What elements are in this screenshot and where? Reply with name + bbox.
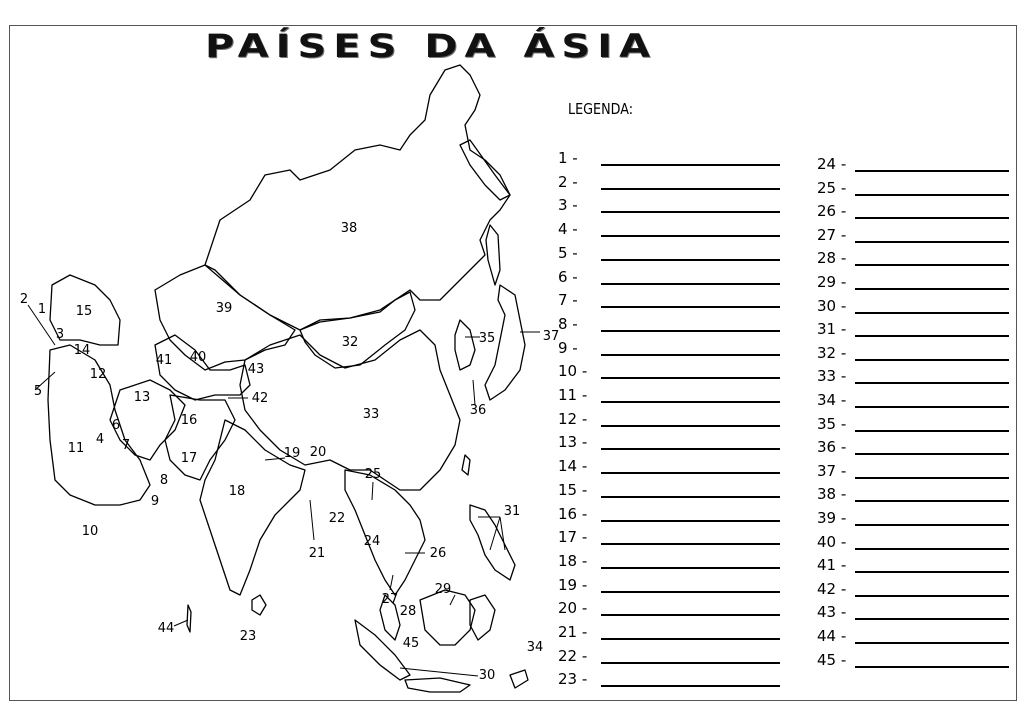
legend-number: 45 - (817, 650, 847, 669)
map-number-label: 41 (155, 353, 173, 368)
maldives (187, 605, 191, 632)
answer-line[interactable] (601, 685, 780, 687)
legend-number: 39 - (817, 509, 847, 527)
afghanistan-pakistan-region (165, 395, 235, 480)
legend-number: 22 - (558, 646, 588, 665)
answer-line[interactable] (855, 571, 1009, 573)
map-number-label: 11 (67, 441, 85, 456)
answer-line[interactable] (855, 477, 1009, 479)
map-number-label: 2 (19, 292, 29, 307)
map-number-label: 16 (180, 413, 198, 428)
map-number-label: 42 (251, 391, 269, 406)
map-number-label: 15 (75, 304, 93, 319)
map-number-label: 32 (341, 335, 359, 350)
map-number-label: 43 (247, 362, 265, 377)
legend-number: 3 - (558, 196, 578, 215)
legend-number: 16 - (558, 504, 588, 523)
sakhalin (486, 225, 500, 285)
map-number-label: 3 (55, 327, 65, 342)
legend-number: 21 - (558, 623, 588, 641)
map-number-label: 4 (95, 432, 105, 447)
legend-number: 20 - (558, 599, 588, 618)
legend-number: 24 - (817, 155, 847, 173)
legend-number: 25 - (817, 178, 847, 197)
legend-number: 8 - (558, 314, 578, 333)
answer-line[interactable] (855, 264, 1009, 266)
map-number-label: 10 (81, 524, 99, 539)
answer-line[interactable] (601, 306, 780, 308)
legend-number: 44 - (817, 627, 847, 645)
legend-number: 12 - (558, 409, 588, 428)
map-number-label: 25 (364, 467, 382, 482)
legend-number: 36 - (817, 438, 847, 457)
answer-line[interactable] (855, 666, 1009, 668)
legend-number: 7 - (558, 291, 578, 310)
answer-line[interactable] (855, 335, 1009, 337)
map-number-label: 13 (133, 390, 151, 405)
map-number-label: 8 (159, 473, 169, 488)
legend-number: 2 - (558, 172, 578, 191)
legend-number: 1 - (558, 149, 578, 167)
legend-number: 35 - (817, 414, 847, 433)
answer-line[interactable] (855, 217, 1009, 219)
answer-line[interactable] (601, 543, 780, 545)
map-number-label: 20 (309, 445, 327, 460)
answer-line[interactable] (855, 453, 1009, 455)
sri-lanka (252, 595, 266, 615)
answer-line[interactable] (855, 548, 1009, 550)
answer-line[interactable] (601, 401, 780, 403)
taiwan (462, 455, 470, 475)
borneo-region (420, 590, 475, 645)
answer-line[interactable] (855, 288, 1009, 290)
answer-line[interactable] (601, 638, 780, 640)
legend-number: 34 - (817, 391, 847, 409)
map-number-label: 9 (150, 494, 160, 509)
legend-number: 37 - (817, 461, 847, 480)
answer-line[interactable] (601, 164, 780, 166)
kamchatka (460, 140, 510, 200)
legend-number: 17 - (558, 528, 588, 547)
answer-line[interactable] (855, 194, 1009, 196)
answer-line[interactable] (601, 520, 780, 522)
map-number-label: 19 (283, 446, 301, 461)
legend-number: 41 - (817, 556, 847, 575)
answer-line[interactable] (601, 235, 780, 237)
answer-line[interactable] (855, 241, 1009, 243)
answer-line[interactable] (601, 188, 780, 190)
map-number-label: 26 (429, 546, 447, 561)
map-number-label: 21 (308, 546, 326, 561)
map-number-label: 38 (340, 221, 358, 236)
legend-number: 5 - (558, 243, 578, 262)
map-number-label: 24 (363, 534, 381, 549)
map-number-label: 29 (434, 582, 452, 597)
legend-number: 13 - (558, 433, 588, 452)
legend-number: 23 - (558, 670, 588, 689)
legend-number: 18 - (558, 551, 588, 570)
answer-line[interactable] (601, 259, 780, 261)
answer-line[interactable] (601, 591, 780, 593)
answer-line[interactable] (855, 359, 1009, 361)
answer-line[interactable] (855, 406, 1009, 408)
map-number-label: 39 (215, 301, 233, 316)
legend-number: 42 - (817, 579, 847, 598)
answer-line[interactable] (601, 425, 780, 427)
legend-number: 43 - (817, 603, 847, 622)
mongolia-region (300, 292, 415, 368)
legend-number: 14 - (558, 457, 588, 476)
legend-number: 27 - (817, 225, 847, 244)
answer-line[interactable] (855, 524, 1009, 526)
map-number-label: 45 (402, 636, 420, 651)
map-number-label: 28 (399, 604, 417, 619)
legend-number: 15 - (558, 480, 588, 499)
legend-number: 28 - (817, 249, 847, 268)
answer-line[interactable] (601, 354, 780, 356)
map-number-label: 5 (33, 384, 43, 399)
legend-number: 30 - (817, 296, 847, 315)
map-number-label: 1 (37, 302, 47, 317)
answer-line[interactable] (855, 595, 1009, 597)
legend-number: 9 - (558, 338, 578, 357)
map-number-label: 17 (180, 451, 198, 466)
timor (510, 670, 528, 688)
map-number-label: 34 (526, 640, 544, 655)
answer-line[interactable] (855, 642, 1009, 644)
legend-number: 33 - (817, 367, 847, 386)
map-number-label: 35 (478, 331, 496, 346)
map-number-label: 30 (478, 668, 496, 683)
answer-line[interactable] (601, 614, 780, 616)
map-number-label: 44 (157, 621, 175, 636)
map-number-label: 6 (111, 418, 121, 433)
legend-number: 32 - (817, 343, 847, 362)
answer-line[interactable] (855, 312, 1009, 314)
legend-number: 31 - (817, 320, 847, 339)
legend-number: 6 - (558, 267, 578, 286)
answer-line[interactable] (855, 618, 1009, 620)
china-region (240, 330, 460, 490)
legend-number: 29 - (817, 273, 847, 291)
map-number-label: 33 (362, 407, 380, 422)
answer-line[interactable] (855, 500, 1009, 502)
answer-line[interactable] (855, 382, 1009, 384)
korea-region (455, 320, 475, 370)
legend-number: 11 - (558, 386, 588, 404)
answer-line[interactable] (601, 377, 780, 379)
answer-line[interactable] (601, 662, 780, 664)
map-number-label: 23 (239, 629, 257, 644)
answer-line[interactable] (601, 211, 780, 213)
map-number-label: 36 (469, 403, 487, 418)
map-number-label: 37 (542, 329, 560, 344)
legend-number: 4 - (558, 220, 578, 239)
map-number-label: 27 (381, 592, 399, 607)
page-title: PAÍSES DA ÁSIA (205, 28, 658, 66)
map-number-label: 31 (503, 504, 521, 519)
map-number-label: 18 (228, 484, 246, 499)
java-region (405, 678, 470, 692)
answer-line[interactable] (855, 430, 1009, 432)
map-number-label: 7 (121, 438, 131, 453)
answer-line[interactable] (601, 448, 780, 450)
answer-line[interactable] (601, 567, 780, 569)
legend-heading: LEGENDA: (568, 100, 634, 118)
answer-line[interactable] (601, 496, 780, 498)
map-number-label: 12 (89, 367, 107, 382)
legend-number: 40 - (817, 532, 847, 551)
answer-line[interactable] (601, 472, 780, 474)
indochina-region (345, 470, 425, 595)
legend-number: 19 - (558, 575, 588, 594)
legend-number: 10 - (558, 362, 588, 381)
map-number-label: 14 (73, 343, 91, 358)
answer-line[interactable] (601, 283, 780, 285)
map-number-label: 22 (328, 511, 346, 526)
map-number-label: 40 (189, 350, 207, 365)
legend-number: 26 - (817, 202, 847, 221)
russia-region (205, 65, 510, 330)
answer-line[interactable] (855, 170, 1009, 172)
legend-number: 38 - (817, 485, 847, 504)
answer-line[interactable] (601, 330, 780, 332)
